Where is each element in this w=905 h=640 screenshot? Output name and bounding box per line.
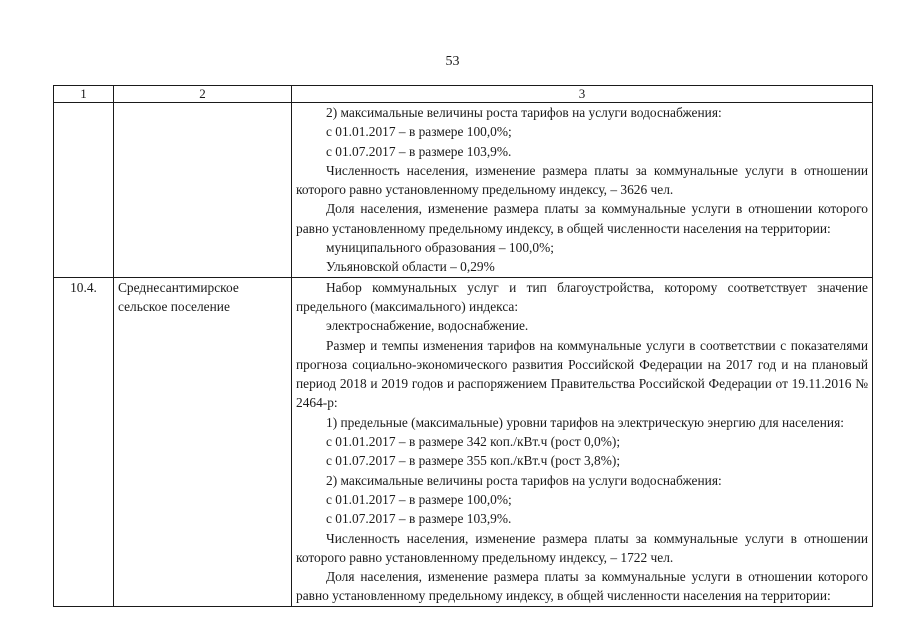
description-line: электроснабжение, водоснабжение.	[326, 318, 529, 334]
description-line: 2) максимальные величины роста тарифов на услуги водоснабжения:	[326, 472, 722, 488]
table-row	[54, 103, 873, 278]
description-line: с 01.01.2017 – в размере 100,0%;	[326, 124, 512, 140]
description-paragraph: Набор коммунальных услуг и тип благоустройства, которому соответствует значение предельного (максимального) индекса:	[296, 279, 868, 314]
description-paragraph: Доля населения, изменение размера платы за коммунальные услуги в отношении которого равно установленному предельному индексу, в общей численности населения на территории:	[296, 569, 868, 604]
description-line: муниципального образования – 100,0%;	[326, 240, 554, 256]
description-paragraph: Численность населения, изменение размера платы за коммунальные услуги в отношении которого равно установленному предельному индексу, – 3626 чел.	[296, 162, 868, 198]
description-line: с 01.07.2017 – в размере 355 коп./кВт.ч (рост 3,8%);	[326, 453, 621, 469]
description-cell	[292, 103, 873, 278]
description-line: с 01.07.2017 – в размере 103,9%.	[326, 511, 512, 527]
description-cell	[292, 277, 873, 606]
description-line: с 01.01.2017 – в размере 342 коп./кВт.ч (рост 0,0%);	[326, 434, 621, 450]
settlement-name-cell	[114, 103, 292, 278]
description-line: с 01.01.2017 – в размере 100,0%;	[326, 491, 512, 507]
row-number-cell	[54, 103, 114, 278]
column-header-2: 2	[114, 86, 292, 103]
settlement-name-cell: Среднесантимирское сельское поселение	[114, 277, 292, 606]
description-line: Ульяновской области – 0,29%	[326, 259, 495, 275]
description-line: с 01.07.2017 – в размере 103,9%.	[326, 143, 512, 159]
tariff-table	[53, 85, 873, 607]
column-header-3: 3	[292, 86, 873, 103]
page-number: 53	[445, 54, 460, 69]
description-paragraph: 1) предельные (максимальные) уровни тарифов на электрическую энергию для населения:	[326, 414, 844, 430]
description-paragraph: Доля населения, изменение размера платы за коммунальные услуги в отношении которого равно установленному предельному индексу, в общей численности населения на территории:	[296, 201, 868, 236]
table-row	[54, 277, 873, 606]
column-header-1: 1	[54, 86, 114, 103]
table-header-row	[54, 86, 873, 103]
row-number-cell: 10.4.	[54, 277, 114, 606]
description-line: 2) максимальные величины роста тарифов на услуги водоснабжения:	[326, 105, 722, 120]
description-paragraph: Размер и темпы изменения тарифов на коммунальные услуги в соответствии с показателями прогноза социально-экономического развития Российской Федерации на 2017 год и на плановый период 2018 и 2019 годов и распоряжением Правительства Российской Федерации от 19.11.2016 № 2464-р:	[296, 337, 868, 411]
description-paragraph: Численность населения, изменение размера платы за коммунальные услуги в отношении которого равно установленному предельному индексу, – 1722 чел.	[296, 530, 868, 565]
